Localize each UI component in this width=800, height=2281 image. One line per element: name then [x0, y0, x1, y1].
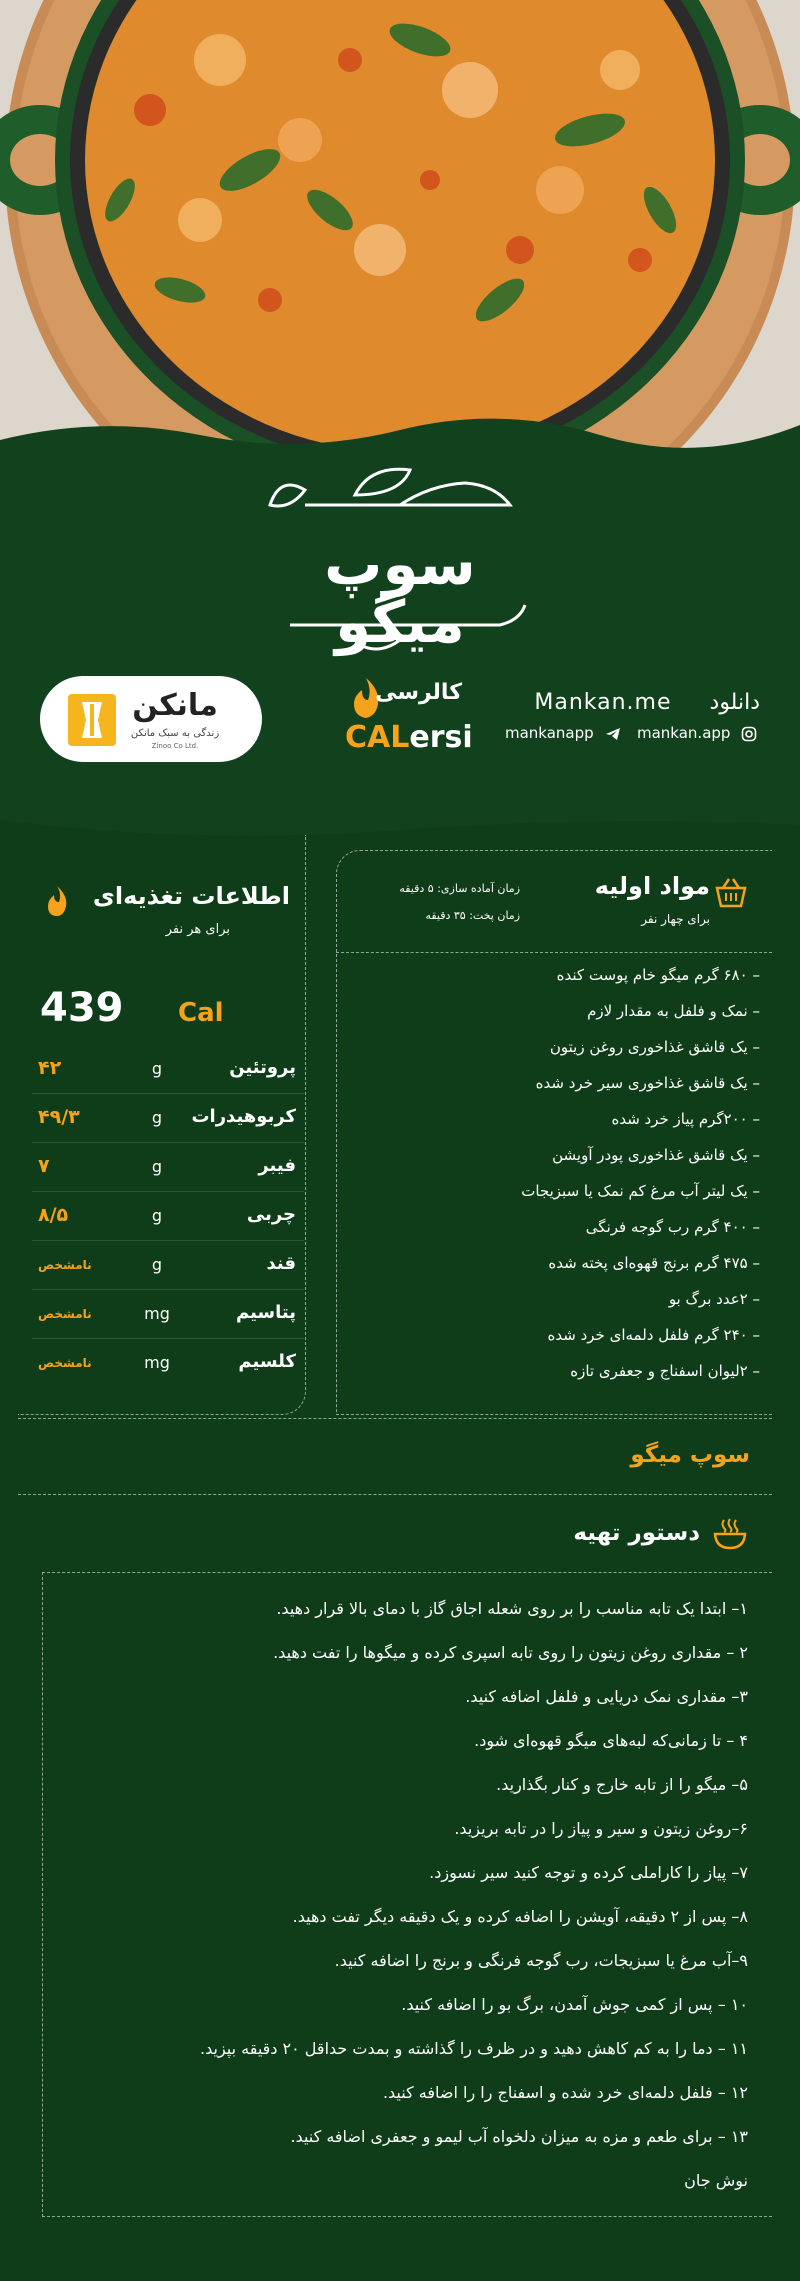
nutrient-name: فیبر [258, 1155, 296, 1176]
method-title: دستور تهیه [573, 1520, 700, 1546]
ingredients-subtitle: برای چهار نفر [641, 912, 710, 926]
ingredient-item: – یک قاشق غذاخوری روغن زیتون [549, 1038, 760, 1056]
mankan-mannequin-icon [64, 690, 120, 750]
nutrient-name: چربی [246, 1204, 296, 1225]
method-step: ۷– پیاز را کاراملی کرده و توجه کنید سیر نسوزد. [429, 1863, 748, 1882]
method-closing: نوش جان [684, 2171, 748, 2190]
nutrient-value: نامشخص [38, 1356, 92, 1370]
ingredient-item: – ۲لیوان اسفناج و جعفری تازه [570, 1362, 760, 1380]
ingredient-item: – ۲۰۰گرم پیاز خرد شده [611, 1110, 760, 1128]
nutrition-subtitle: برای هر نفر [165, 922, 230, 937]
ingredient-item: – ۲۴۰ گرم فلفل دلمه‌ای خرد شده [547, 1326, 760, 1344]
cook-time: زمان پخت: ۳۵ دقیقه [425, 909, 520, 922]
nutrient-unit: g [151, 1206, 163, 1225]
nutrition-row [32, 1241, 304, 1290]
nutrient-unit: mg [144, 1304, 170, 1323]
method-step: ۳– مقداری نمک دریایی و فلفل اضافه کنید. [465, 1687, 748, 1706]
method-step: ۵– میگو را از تابه خارج و کنار بگذارید. [496, 1775, 748, 1794]
nutrition-row [32, 1143, 304, 1192]
instagram-icon[interactable] [741, 726, 757, 746]
calories-value: 439 [40, 985, 124, 1031]
calersi-ersi: ersi [409, 720, 473, 755]
mankan-tagline: زندگی به سبک مانکن [130, 728, 220, 739]
section-divider [18, 1494, 772, 1495]
method-panel [42, 1572, 772, 2217]
calersi-cal: CAL [345, 720, 410, 755]
download-label: دانلود [709, 690, 760, 715]
method-step: ۱۰ – پس از کمی جوش آمدن، برگ بو را اضافه کنید. [401, 1995, 748, 2014]
nutrition-row [32, 1045, 304, 1094]
nutrient-unit: mg [144, 1353, 170, 1372]
nutrient-value: نامشخص [38, 1258, 92, 1272]
method-step: ۶–روغن زیتون و سیر و پیاز را در تابه بریزید. [454, 1819, 748, 1838]
method-step: ۱– ابتدا یک تابه مناسب را بر روی شعله اجاق گاز با دمای بالا قرار دهید. [276, 1599, 748, 1618]
nutrient-value: نامشخص [38, 1307, 92, 1321]
ingredient-item: – یک قاشق غذاخوری سیر خرد شده [535, 1074, 760, 1092]
nutrient-name: کربوهیدرات [191, 1106, 296, 1127]
nutrient-name: قند [266, 1253, 296, 1274]
instagram-handle[interactable]: mankan.app [637, 724, 731, 742]
nutrient-unit: g [151, 1059, 163, 1078]
ingredient-item: – ۴۰۰ گرم رب گوجه فرنگی [585, 1218, 760, 1236]
basket-icon [713, 876, 749, 910]
mankan-logo-name: مانکن [132, 688, 218, 723]
ingredient-item: – ۴۷۵ گرم برنج قهوه‌ای پخته شده [548, 1254, 760, 1272]
nutrient-unit: g [151, 1157, 163, 1176]
nutrient-unit: g [151, 1108, 163, 1127]
method-step: ۲ – مقداری روغن زیتون را روی تابه اسپری کرده و میگوها را تفت دهید. [273, 1643, 748, 1662]
nutrient-value: ۴۹/۳ [38, 1106, 80, 1128]
method-step: ۱۳ – برای طعم و مزه به میزان دلخواه آب لیمو و جعفری اضافه کنید. [290, 2127, 748, 2146]
nutrient-name: پتاسیم [235, 1302, 296, 1323]
method-step: ۱۲ – فلفل دلمه‌ای خرد شده و اسفناج را را اضافه کنید. [382, 2083, 748, 2102]
nutrition-title: اطلاعات تغذیه‌ای [92, 882, 290, 910]
section-divider [18, 1418, 772, 1419]
ingredient-item: – نمک و فلفل به مقدار لازم [587, 1002, 760, 1020]
soup-pot-illustration [0, 0, 800, 470]
social-row [505, 724, 765, 748]
prep-time: زمان آماده سازی: ۵ دقیقه [399, 882, 520, 895]
ingredient-item: – ۲عدد برگ بو [668, 1290, 760, 1308]
hero-photo [0, 0, 800, 470]
method-step: ۴ – تا زمانی‌که لبه‌های میگو قهوه‌ای شود. [474, 1731, 748, 1750]
nutrition-row [32, 1290, 304, 1339]
calersi-logo-text [345, 720, 473, 755]
recipe-name: سوپ میگو [630, 1442, 750, 1468]
nutrient-name: پروتئین [229, 1057, 296, 1078]
telegram-icon[interactable] [605, 726, 621, 746]
nutrition-row [32, 1339, 304, 1388]
ingredients-divider [336, 952, 772, 953]
download-site[interactable]: Mankan.me [534, 690, 672, 715]
telegram-handle[interactable]: mankanapp [505, 724, 594, 742]
nutrient-name: کلسیم [238, 1351, 296, 1372]
calersi-persian: کالرسی [375, 680, 462, 705]
ingredient-item: – یک قاشق غذاخوری پودر آویشن [552, 1146, 760, 1164]
method-step: ۹–آب مرغ یا سبزیجات، رب گوجه فرنگی و برنج را اضافه کنید. [334, 1951, 748, 1970]
method-step: ۱۱ – دما را به کم کاهش دهید و در ظرف را گذاشته و بمدت حداقل ۲۰ دقیقه بپزید. [200, 2039, 748, 2058]
ingredient-item: – یک لیتر آب مرغ کم نمک یا سبزیجات [521, 1182, 760, 1200]
nutrient-value: ۸/۵ [38, 1204, 69, 1226]
ingredients-title: مواد اولیه [594, 872, 710, 900]
nutrition-row [32, 1094, 304, 1143]
ingredient-item: – ۶۸۰ گرم میگو خام پوست کنده [556, 966, 760, 984]
soup-bowl-icon [712, 1516, 748, 1552]
nutrition-row [32, 1192, 304, 1241]
method-step: ۸– پس از ۲ دقیقه، آویشن را اضافه کرده و یک دقیقه دیگر تفت دهید. [292, 1907, 748, 1926]
calories-unit: Cal [178, 998, 224, 1028]
nutrient-unit: g [151, 1255, 163, 1274]
page-title: سوپ میگو [324, 530, 476, 656]
nutrient-value: ۴۲ [38, 1057, 62, 1079]
download-row[interactable] [510, 690, 760, 715]
nutrient-value: ۷ [38, 1155, 50, 1177]
mankan-company: Zinoo Co Ltd. [151, 742, 199, 750]
